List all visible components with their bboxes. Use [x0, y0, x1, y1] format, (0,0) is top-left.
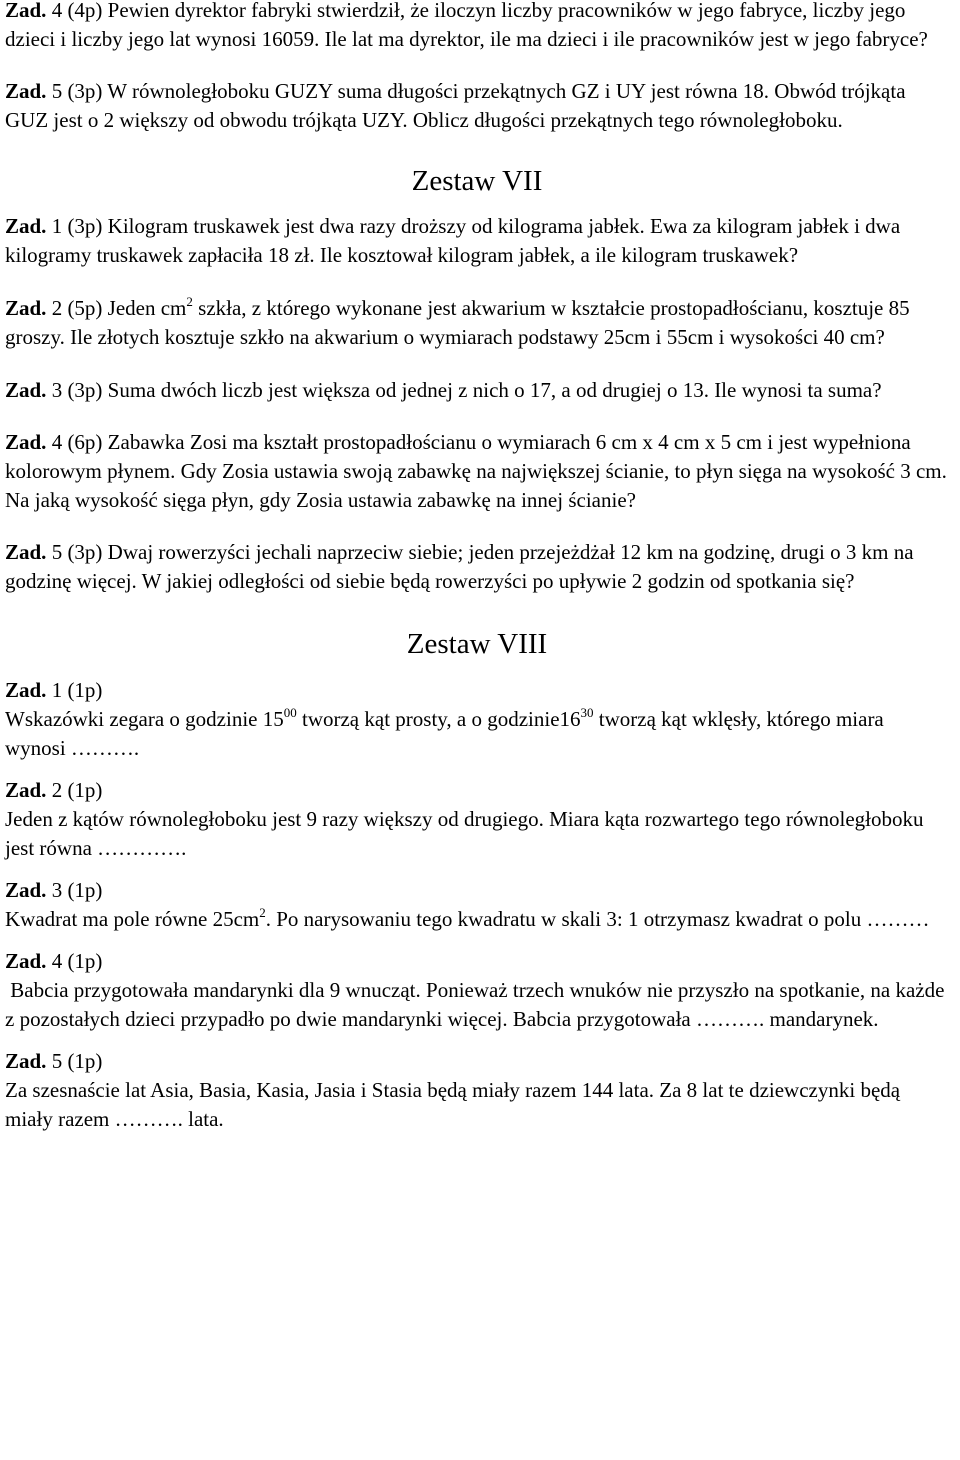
task-text: 2 (5p) Jeden cm: [46, 296, 187, 320]
task-label: Zad.: [5, 778, 47, 802]
task-label: Zad.: [5, 0, 47, 22]
task-text: Kwadrat ma pole równe 25cm: [5, 907, 260, 931]
superscript: 2: [259, 905, 266, 920]
task-text: tworzą kąt wklęsły, którego miara wynosi ……….: [5, 707, 884, 760]
superscript: 00: [283, 705, 297, 720]
task-label: Zad.: [5, 430, 47, 454]
task-8-1: [5, 676, 949, 763]
task-7-1: [5, 212, 949, 270]
task-label: Zad.: [5, 1049, 47, 1073]
set-8-heading: Zestaw VIII: [406, 628, 548, 660]
task-6-4: [5, 0, 949, 54]
task-text: szkła, z którego wykonane jest akwarium w kształcie prostopadłościanu, kosztuje 85 groszy. Ile złotych kosztuje szkło na akwarium o wymiarach podstawy 25cm i 55cm i wysokości 40 cm?: [5, 296, 910, 349]
task-8-4: [5, 947, 949, 1034]
task-text: 4 (6p) Zabawka Zosi ma kształt prostopadłościanu o wymiarach 6 cm x 4 cm x 5 cm i jest wypełniona kolorowym płynem. Gdy Zosia ustawia swoją zabawkę na największej ścianie, to płyn sięga na wysokość 3 cm. Na jaką wysokość sięga płyn, gdy Zosia ustawia zabawkę na innej ścianie?: [5, 430, 947, 512]
task-label: Zad.: [5, 540, 47, 564]
task-text: 5 (3p) Dwaj rowerzyści jechali naprzeciw siebie; jeden przejeżdżał 12 km na godzinę, drugi o 3 km na godzinę więcej. W jakiej odległości od siebie będą rowerzyści po upływie 2 godzin od spotkania się?: [5, 540, 914, 593]
task-label: Zad.: [5, 214, 47, 238]
task-6-5: [5, 77, 949, 135]
task-text: Wskazówki zegara o godzinie 15: [5, 707, 284, 731]
superscript: 2: [186, 294, 193, 309]
task-points: 1 (1p): [46, 678, 103, 702]
task-label: Zad.: [5, 79, 47, 103]
task-label: Zad.: [5, 878, 47, 902]
task-label: Zad.: [5, 378, 47, 402]
task-text: 3 (3p) Suma dwóch liczb jest większa od jednej z nich o 17, a od drugiej o 13. Ile wynosi ta suma?: [46, 378, 882, 402]
task-8-5: [5, 1047, 949, 1134]
task-points: 3 (1p): [46, 878, 103, 902]
task-label: Zad.: [5, 678, 47, 702]
task-7-3: [5, 376, 949, 405]
task-points: 5 (1p): [46, 1049, 103, 1073]
task-text: 1 (3p) Kilogram truskawek jest dwa razy droższy od kilograma jabłek. Ewa za kilogram jabłek i dwa kilogramy truskawek zapłaciła 18 zł. Ile kosztował kilogram jabłek, a ile kilogram truskawek?: [5, 214, 901, 267]
task-text: Za szesnaście lat Asia, Basia, Kasia, Jasia i Stasia będą miały razem 144 lata. Za 8 lat te dziewczynki będą miały razem ………. lata.: [5, 1078, 901, 1131]
task-label: Zad.: [5, 949, 47, 973]
task-text: tworzą kąt prosty, a o godzinie16: [296, 707, 581, 731]
task-7-5: [5, 538, 949, 596]
task-text: 5 (3p) W równoległoboku GUZY suma długości przekątnych GZ i UY jest równa 18. Obwód trójkąta GUZ jest o 2 większy od obwodu trójkąta UZY. Oblicz długości przekątnych tego równoległoboku.: [5, 79, 906, 132]
task-points: 4 (1p): [46, 949, 103, 973]
task-7-4: [5, 428, 949, 515]
task-7-2: [5, 294, 949, 352]
task-points: 2 (1p): [46, 778, 103, 802]
superscript: 30: [580, 705, 594, 720]
task-text: Jeden z kątów równoległoboku jest 9 razy większy od drugiego. Miara kąta rozwartego tego równoległoboku jest równa ………….: [5, 807, 924, 860]
task-8-3: [5, 876, 949, 934]
set-7-heading: Zestaw VII: [411, 165, 543, 197]
task-text: . Po narysowaniu tego kwadratu w skali 3: 1 otrzymasz kwadrat o polu ………: [265, 907, 930, 931]
task-label: Zad.: [5, 296, 47, 320]
task-text: 4 (4p) Pewien dyrektor fabryki stwierdził, że iloczyn liczby pracowników w jego fabryce, liczby jego dzieci i liczby jego lat wynosi 16059. Ile lat ma dyrektor, ile ma dzieci i ile pracowników jest w jego fabryce?: [5, 0, 928, 51]
task-text: Babcia przygotowała mandarynki dla 9 wnucząt. Ponieważ trzech wnuków nie przyszło na spotkanie, na każde z pozostałych dzieci przypadło po dwie mandarynki więcej. Babcia przygotowała ………. mandarynek.: [5, 978, 950, 1031]
task-8-2: [5, 776, 949, 863]
